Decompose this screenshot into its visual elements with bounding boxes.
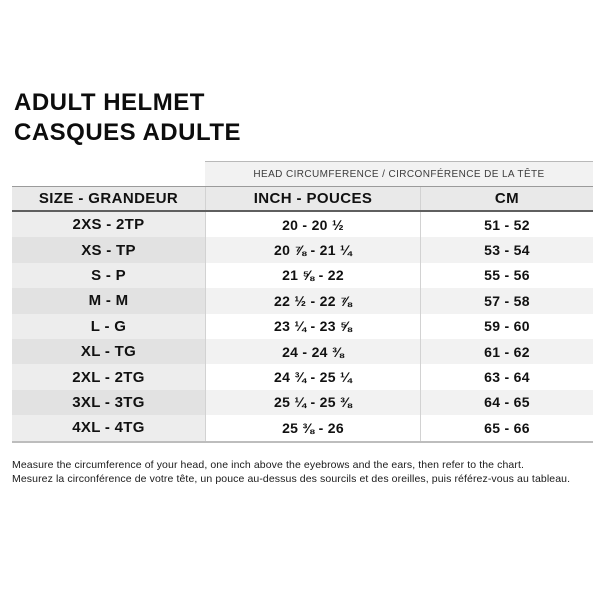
table-row bbox=[12, 314, 593, 339]
table-row bbox=[12, 263, 593, 288]
page-title bbox=[14, 88, 241, 148]
table-body bbox=[12, 212, 593, 443]
inch-cell: 23 ¼ - 23 ⅝ bbox=[205, 314, 420, 339]
size-cell: L - G bbox=[12, 314, 205, 339]
table-row bbox=[12, 415, 593, 440]
head-circumference-header: HEAD CIRCUMFERENCE / CIRCONFÉRENCE DE LA TÊTE bbox=[205, 161, 593, 186]
inch-cell: 24 ¾ - 25 ¼ bbox=[205, 364, 420, 389]
instruction-en: Measure the circumference of your head, one inch above the eyebrows and the ears, then refer to the chart. bbox=[12, 459, 524, 471]
table-row bbox=[12, 237, 593, 262]
inch-cell: 22 ½ - 22 ⅞ bbox=[205, 288, 420, 313]
span-header-spacer bbox=[12, 161, 205, 186]
column-header-size: SIZE - GRANDEUR bbox=[38, 190, 179, 207]
size-cell: 2XS - 2TP bbox=[12, 212, 205, 237]
cm-cell: 65 - 66 bbox=[420, 415, 593, 440]
cm-cell: 61 - 62 bbox=[420, 339, 593, 364]
cm-cell: 55 - 56 bbox=[420, 263, 593, 288]
table-span-header-row bbox=[12, 161, 593, 186]
table-row bbox=[12, 364, 593, 389]
page-title-fr: CASQUES ADULTE bbox=[14, 119, 242, 146]
size-cell: 4XL - 4TG bbox=[12, 415, 205, 440]
cm-cell: 51 - 52 bbox=[420, 212, 593, 237]
cm-cell: 59 - 60 bbox=[420, 314, 593, 339]
table-row bbox=[12, 212, 593, 237]
instruction-fr: Mesurez la circonférence de votre tête, un pouce au-dessus des sourcils et des oreilles, puis référez-vous au tableau. bbox=[12, 473, 571, 485]
cm-cell: 63 - 64 bbox=[420, 364, 593, 389]
size-cell: 3XL - 3TG bbox=[12, 390, 205, 415]
page-title-en: ADULT HELMET bbox=[14, 89, 205, 116]
cm-cell: 57 - 58 bbox=[420, 288, 593, 313]
inch-cell: 21 ⅝ - 22 bbox=[205, 263, 420, 288]
column-header-inch: INCH - POUCES bbox=[205, 187, 420, 210]
cm-cell: 64 - 65 bbox=[420, 390, 593, 415]
table-row bbox=[12, 288, 593, 313]
size-cell: 2XL - 2TG bbox=[12, 364, 205, 389]
table-column-header-row bbox=[12, 186, 593, 212]
helmet-size-table bbox=[12, 161, 593, 443]
size-cell: M - M bbox=[12, 288, 205, 313]
cm-cell: 53 - 54 bbox=[420, 237, 593, 262]
inch-cell: 25 ⅜ - 26 bbox=[205, 415, 420, 440]
inch-cell: 24 - 24 ⅜ bbox=[205, 339, 420, 364]
table-row bbox=[12, 339, 593, 364]
inch-cell: 20 ⅞ - 21 ¼ bbox=[205, 237, 420, 262]
column-header-cm: CM bbox=[420, 187, 593, 210]
measurement-instructions bbox=[12, 458, 588, 486]
size-cell: XS - TP bbox=[12, 237, 205, 262]
inch-cell: 20 - 20 ½ bbox=[205, 212, 420, 237]
size-cell: XL - TG bbox=[12, 339, 205, 364]
size-cell: S - P bbox=[12, 263, 205, 288]
inch-cell: 25 ¼ - 25 ⅜ bbox=[205, 390, 420, 415]
table-row bbox=[12, 390, 593, 415]
